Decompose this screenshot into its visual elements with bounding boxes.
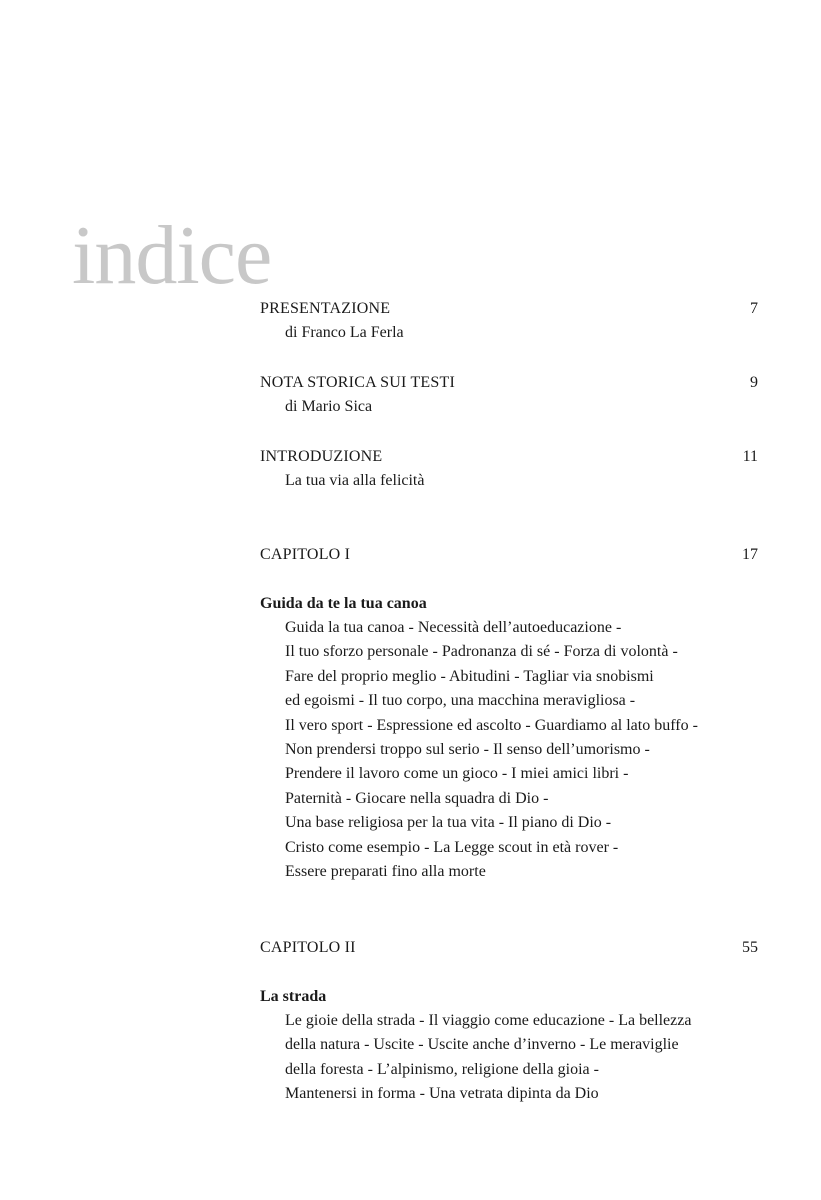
toc-entry-title: INTRODUZIONE [260,448,383,465]
topic-line: Il vero sport - Espressione ed ascolto - Guardiamo al lato buffo - [285,716,698,734]
topic-line: Le gioie della strada - Il viaggio come educazione - La bellezza [285,1012,692,1029]
chapter-page: 17 [742,546,758,563]
toc-entry-nota-storica [260,371,758,419]
toc-entry-subtitle: La tua via alla felicità [285,472,425,489]
topic-line: della natura - Uscite - Uscite anche d’inverno - Le meraviglie [285,1036,679,1054]
toc-entry-presentazione [260,297,758,345]
toc-chapter-2-contents [260,985,758,1107]
topic-line: Il tuo sforzo personale - Padronanza di sé - Forza di volontà - [285,643,678,661]
toc-entry-page: 11 [742,448,758,465]
toc-chapter-1-contents [260,592,758,884]
topic-line: Guida la tua canoa - Necessità dell’autoeducazione - [285,619,622,636]
toc-entry-page: 7 [750,300,758,317]
toc-chapter-2 [260,936,758,960]
chapter-title: CAPITOLO II [260,939,356,956]
chapter-page: 55 [742,939,758,956]
chapter-subtitle: Guida da te la tua canoa [260,595,427,612]
toc-chapter-1 [260,543,758,567]
topic-line: Prendere il lavoro come un gioco - I miei amici libri - [285,765,629,783]
topic-line: Fare del proprio meglio - Abitudini - Tagliar via snobismi [285,667,654,685]
toc-entry-author: di Mario Sica [285,398,373,415]
chapter-title: CAPITOLO I [260,546,351,563]
toc-entry-author: di Franco La Ferla [285,324,404,341]
page-title: indice [72,209,272,302]
toc-entry-title: NOTA STORICA SUI TESTI [260,374,455,391]
toc-entry-page: 9 [750,374,758,391]
chapter-topics [260,1009,758,1107]
toc-entry-introduzione [260,445,758,493]
topic-line: Cristo come esempio - La Legge scout in età rover - [285,838,619,856]
topic-line: ed egoismi - Il tuo corpo, una macchina meravigliosa - [285,692,636,710]
topic-line: Essere preparati fino alla morte [285,863,486,881]
topic-line: Non prendersi troppo sul serio - Il senso dell’umorismo - [285,741,650,759]
topic-line: Una base religiosa per la tua vita - Il piano di Dio - [285,814,612,832]
topic-line: Paternità - Giocare nella squadra di Dio - [285,789,549,807]
toc-entry-title: PRESENTAZIONE [260,300,391,317]
topic-line: Mantenersi in forma - Una vetrata dipinta da Dio [285,1085,599,1103]
chapter-topics [260,616,758,884]
chapter-subtitle: La strada [260,988,327,1005]
topic-line: della foresta - L’alpinismo, religione della gioia - [285,1060,599,1078]
